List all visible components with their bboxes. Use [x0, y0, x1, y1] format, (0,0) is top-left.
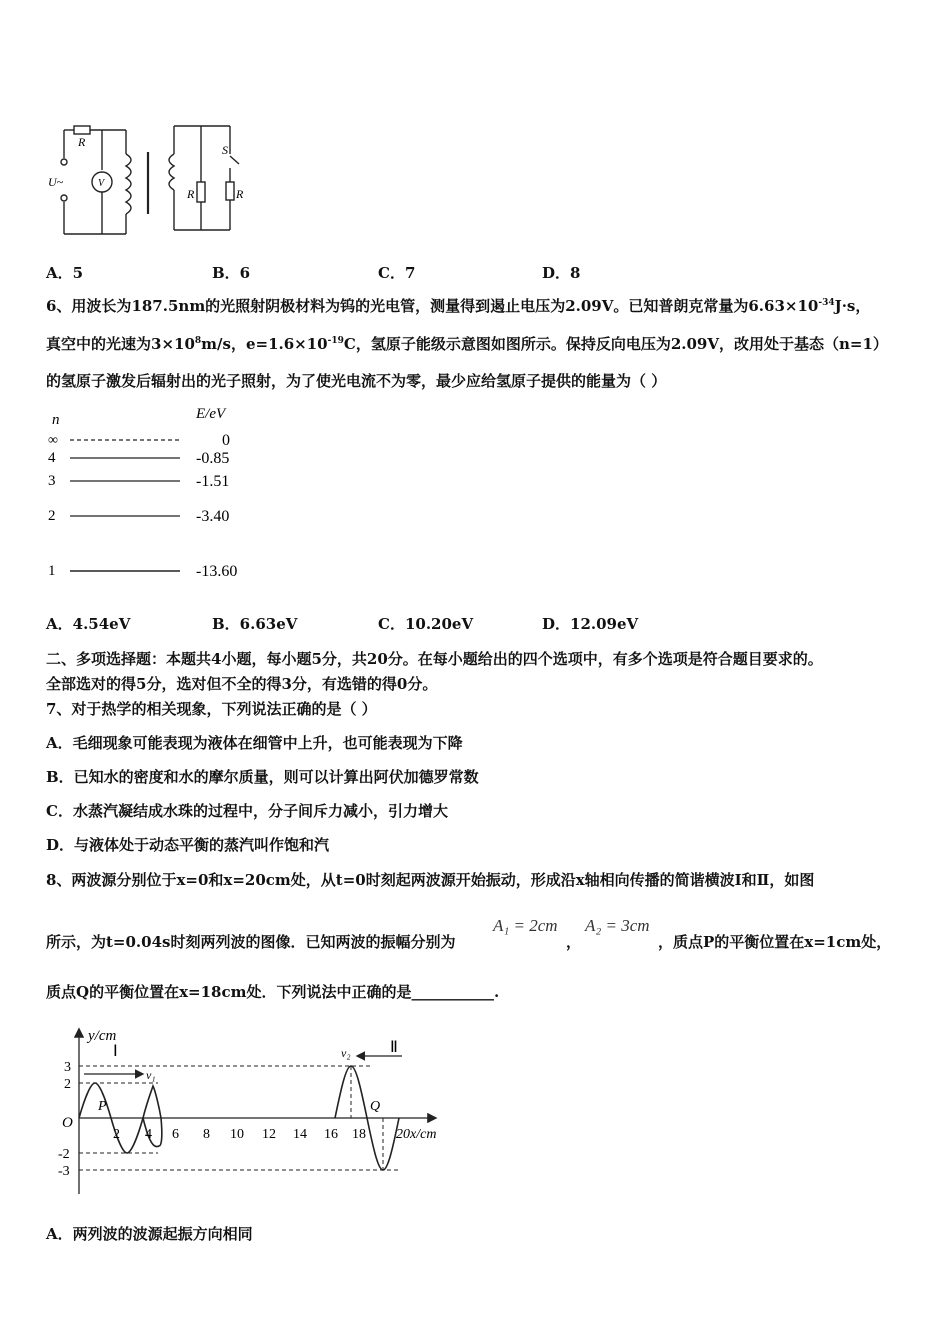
xtick-2: 2: [113, 1127, 120, 1142]
ytick-2: 2: [64, 1077, 71, 1092]
q6-option-c: C．10.20eV: [378, 615, 474, 633]
q5-option-a: A．5: [46, 264, 84, 282]
q6-option-a: A．4.54eV: [46, 615, 131, 633]
xtick-10: 10: [230, 1127, 244, 1142]
q6-stem-line3: 的氢原子激发后辐射出的光子照射，为了使光电流不为零，最少应给氢原子提供的能量为（ ）: [46, 372, 667, 390]
q8-comma: ，: [566, 933, 582, 951]
ytick-3: 3: [64, 1060, 71, 1075]
xtick-16: 16: [324, 1127, 338, 1142]
wave-graph: [40, 1022, 470, 1204]
level-n-inf: ∞: [48, 433, 58, 448]
level-e-1: -13.60: [196, 563, 238, 580]
y-axis-label: y/cm: [88, 1028, 117, 1044]
level-e-inf: 0: [222, 432, 230, 449]
ytick-neg2: -2: [58, 1147, 70, 1162]
xtick-18: 18: [352, 1127, 366, 1142]
q6-option-d: D．12.09eV: [542, 615, 639, 633]
q5-option-d: D．8: [542, 264, 581, 282]
q6-option-b: B．6.63eV: [212, 615, 298, 633]
q5-option-b: B．6: [212, 264, 251, 282]
level-e-4: -0.85: [196, 450, 230, 467]
section2-heading-line2: 全部选对的得5分，选对但不全的得3分，有选错的得0分。: [46, 675, 438, 693]
point-p-label: P: [98, 1099, 107, 1114]
q8-stem-line2b: ，质点P的平衡位置在x=1cm处，: [658, 933, 892, 951]
q7-option-a: A．毛细现象可能表现为液体在细管中上升，也可能表现为下降: [46, 734, 463, 752]
level-e-3: -1.51: [196, 473, 230, 490]
voltmeter-label: V: [98, 178, 105, 189]
switch-label: S: [222, 143, 228, 157]
q8-stem-line1: 8、两波源分别位于x=0和x=20cm处，从t=0时刻起两波源开始振动，形成沿x轴相向传播的简谐横波Ⅰ和Ⅱ，如图: [46, 871, 815, 889]
transformer-circuit-figure: [44, 118, 264, 243]
level-n-1: 1: [48, 563, 56, 579]
resistor-label-2: R: [187, 187, 195, 201]
q8-stem-line3: 质点Q的平衡位置在x=18cm处．下列说法中正确的是___________.: [46, 983, 500, 1001]
origin-label: O: [62, 1115, 73, 1131]
q8-formula-a1: A₁ = 2cm: [493, 916, 558, 935]
xtick-12: 12: [262, 1127, 276, 1142]
voltage-label: U~: [48, 175, 64, 189]
level-n-4: 4: [48, 450, 56, 466]
point-q-label: Q: [370, 1099, 381, 1114]
wave-2-label: Ⅱ: [390, 1039, 398, 1056]
energy-level-diagram: [40, 400, 270, 590]
n-header: n: [52, 412, 60, 428]
q6-stem-line2: 真空中的光速为$3\times 10^8m/s$，$e=1.6\times 10^{-19}C$，氢原子能级示意图如图所示。保持反向电压为2.09V，改用处于基态（n=1）: [46, 335, 888, 353]
q7-option-c: C．水蒸汽凝结成水珠的过程中，分子间斥力减小，引力增大: [46, 802, 448, 820]
q7-option-b: B．已知水的密度和水的摩尔质量，则可以计算出阿伏加德罗常数: [46, 768, 479, 786]
section2-heading-line1: 二、多项选择题：本题共4小题，每小题5分，共20分。在每小题给出的四个选项中，有多个选项是符合题目要求的。: [46, 650, 823, 668]
v1-label: v₁: [146, 1068, 156, 1082]
wave-1-label: Ⅰ: [113, 1043, 118, 1060]
q8-stem-line2a: 所示，为t=0.04s时刻两列波的图像．已知两波的振幅分别为: [46, 933, 456, 951]
ytick-neg3: -3: [58, 1164, 70, 1179]
q6-stem-line1: 6、用波长为187.5nm的光照射阴极材料为钨的光电管，测量得到遏止电压为2.09V。已知普朗克常量为$6.63\times 10^{-34}J\cdot s$，: [46, 297, 871, 315]
v2-label: v₂: [341, 1046, 351, 1060]
xtick-6: 6: [172, 1127, 179, 1142]
q7-option-d: D．与液体处于动态平衡的蒸汽叫作饱和汽: [46, 836, 330, 854]
level-e-2: -3.40: [196, 508, 230, 525]
q8-formula-a2: A₂ = 3cm: [585, 916, 650, 935]
resistor-label-3: R: [236, 187, 244, 201]
resistor-label: R: [78, 135, 86, 149]
xtick-8: 8: [203, 1127, 210, 1142]
level-n-2: 2: [48, 508, 56, 524]
xtick-14: 14: [293, 1127, 307, 1142]
q7-stem: 7、对于热学的相关现象，下列说法正确的是（ ）: [46, 700, 377, 718]
q5-option-c: C．7: [378, 264, 416, 282]
x-axis-label: 20x/cm: [396, 1127, 437, 1142]
q8-option-a: A．两列波的波源起振方向相同: [46, 1225, 253, 1243]
energy-header: E/eV: [196, 406, 226, 422]
level-n-3: 3: [48, 473, 56, 489]
xtick-4: 4: [145, 1127, 152, 1142]
